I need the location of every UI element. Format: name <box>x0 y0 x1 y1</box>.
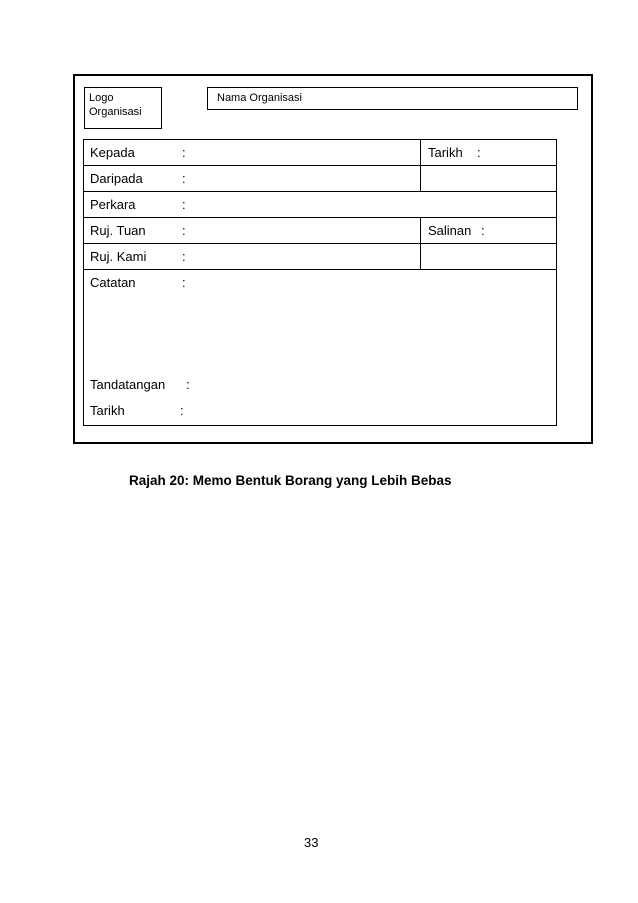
organization-name: Nama Organisasi <box>217 92 302 104</box>
label-daripada: Daripada <box>90 171 143 186</box>
label-perkara: Perkara <box>90 197 136 212</box>
logo-line-2: Organisasi <box>89 106 142 118</box>
label-tandatangan: Tandatangan <box>90 377 166 392</box>
cell-blank-1 <box>420 165 557 192</box>
label-ruj-tuan: Ruj. Tuan <box>90 223 146 238</box>
page-number: 33 <box>304 835 319 850</box>
colon: : <box>182 275 186 290</box>
colon: : <box>477 145 481 160</box>
label-salinan: Salinan <box>428 223 472 238</box>
label-tarikh-top: Tarikh <box>428 145 463 160</box>
colon: : <box>182 249 186 264</box>
label-kepada: Kepada <box>90 145 135 160</box>
logo-placeholder <box>84 87 162 129</box>
colon: : <box>180 403 184 418</box>
colon: : <box>182 197 186 212</box>
row-perkara <box>83 191 557 218</box>
colon: : <box>182 223 186 238</box>
label-ruj-kami: Ruj. Kami <box>90 249 147 264</box>
colon: : <box>182 171 186 186</box>
label-tarikh-bottom: Tarikh <box>90 403 125 418</box>
figure-caption: Rajah 20: Memo Bentuk Borang yang Lebih Bebas <box>129 473 452 488</box>
row-catatan <box>83 269 557 426</box>
cell-blank-2 <box>420 243 557 270</box>
logo-line-1: Logo <box>89 92 114 104</box>
colon: : <box>186 377 190 392</box>
organization-name-box <box>207 87 578 110</box>
colon: : <box>481 223 485 238</box>
colon: : <box>182 145 186 160</box>
label-catatan: Catatan <box>90 275 136 290</box>
